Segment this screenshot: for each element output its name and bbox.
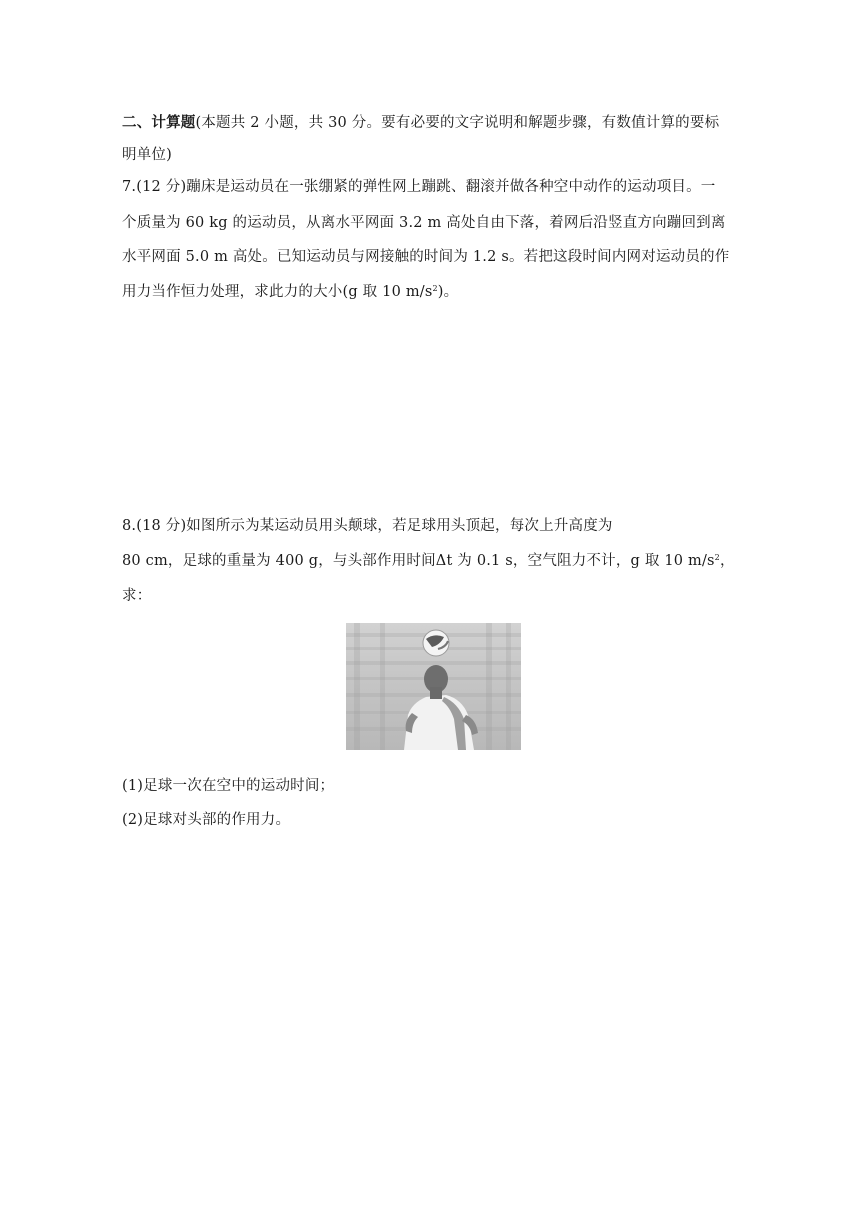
- question-7-line-3: 水平网面 5.0 m 高处。已知运动员与网接触的时间为 1.2 s。若把这段时间内网对运动员的作: [122, 249, 730, 265]
- question-7-line-4-text: 用力当作恒力处理，求此力的大小(g 取 10 m/s: [122, 284, 433, 300]
- question-8-line-2: [122, 551, 752, 571]
- section-heading: 二、计算题: [122, 114, 196, 131]
- question-8-line-3: 求：: [122, 588, 152, 604]
- soccer-heading-photo: [346, 623, 521, 750]
- question-7-line-4-end: )。: [437, 284, 459, 300]
- question-7-line-2: 个质量为 60 kg 的运动员，从离水平网面 3.2 m 高处自由下落，着网后沿竖直方向蹦回到离: [122, 215, 726, 231]
- section-intro-2: 明单位): [122, 147, 172, 163]
- question-8-line-1: 8.(18 分)如图所示为某运动员用头颠球，若足球用头顶起，每次上升高度为: [122, 518, 613, 534]
- question-7-line-1: 7.(12 分)蹦床是运动员在一张绷紧的弹性网上蹦跳、翻滚并做各种空中动作的运动项目。一: [122, 179, 716, 195]
- question-8-subquestion-1: (1)足球一次在空中的运动时间；: [122, 778, 335, 794]
- section-intro-line-2: [122, 145, 752, 165]
- question-7-line-4: [122, 282, 752, 302]
- question-8-subquestion-2: (2)足球对头部的作用力。: [122, 812, 291, 828]
- section-intro-1: (本题共 2 小题，共 30 分。要有必要的文字说明和解题步骤，有数值计算的要标: [195, 115, 720, 131]
- superscript: 2: [714, 553, 720, 562]
- question-8-line-2-text: 80 cm，足球的重量为 400 g，与头部作用时间Δt 为 0.1 s，空气阻力不计，g 取 10 m/s: [122, 553, 715, 569]
- photo-illustration: [346, 623, 521, 750]
- superscript: 2: [432, 284, 438, 293]
- section-heading-line: [122, 113, 752, 133]
- question-8-line-2-end: ，: [719, 553, 735, 569]
